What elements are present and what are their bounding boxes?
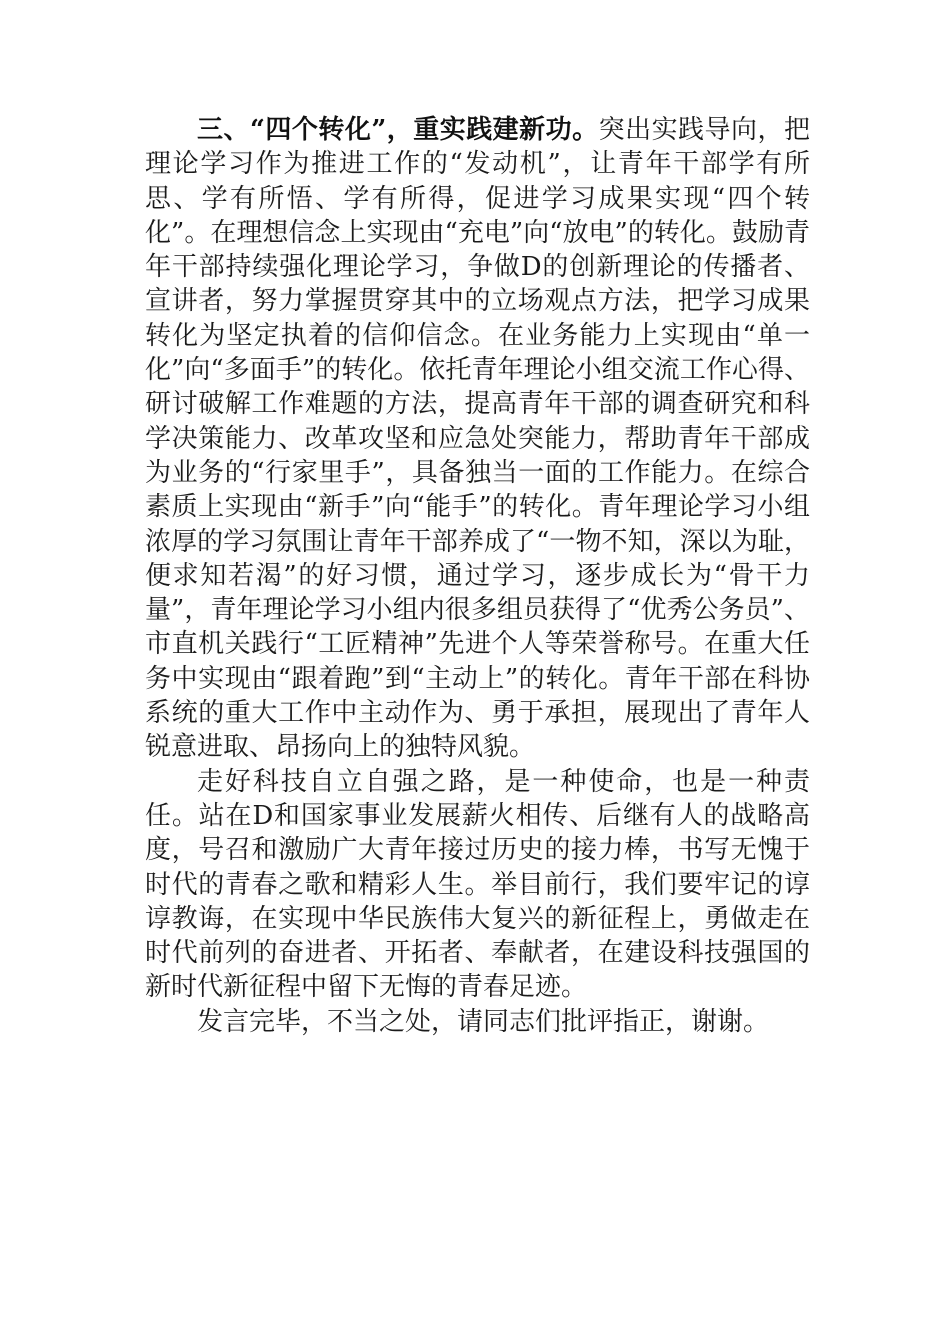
- document-body: [145, 113, 810, 1039]
- closing-paragraph: 走好科技自立自强之路，是一种使命，也是一种责任。站在D和国家事业发展薪火相传、后继有人的战略高度，号召和激励广大青年接过历史的接力棒，书写无愧于时代的青春之歌和精彩人生。举目前行，我们要牢记的谆谆教诲，在实现中华民族伟大复兴的新征程上，勇做走在时代前列的奋进者、开拓者、奉献者，在建设科技强国的新时代新征程中留下无悔的青春足迹。: [145, 766, 810, 1003]
- section-body-text: 突出实践导向，把理论学习作为推进工作的“发动机”，让青年干部学有所思、学有所悟、学有所得，促进学习成果实现“四个转化”。在理想信念上实现由“充电”向“放电”的转化。鼓励青年干部持续强化理论学习，争做D的创新理论的传播者、宣讲者，努力掌握贯穿其中的立场观点方法，把学习成果转化为坚定执着的信仰信念。在业务能力上实现由“单一化”向“多面手”的转化。依托青年理论小组交流工作心得、研讨破解工作难题的方法，提高青年干部的调查研究和科学决策能力、改革攻坚和应急处突能力，帮助青年干部成为业务的“行家里手”，具备独当一面的工作能力。在综合素质上实现由“新手”向“能手”的转化。青年理论学习小组浓厚的学习氛围让青年干部养成了“一物不知，深以为耻，便求知若渴”的好习惯，通过学习，逐步成长为“骨干力量”，青年理论学习小组内很多组员获得了“优秀公务员”、市直机关践行“工匠精神”先进个人等荣誉称号。在重大任务中实现由“跟着跑”到“主动上”的转化。青年干部在科协系统的重大工作中主动作为、勇于承担，展现出了青年人锐意进取、昂扬向上的独特风貌。: [145, 115, 810, 763]
- section-three-paragraph: [145, 113, 810, 765]
- final-remark-paragraph: 发言完毕，不当之处，请同志们批评指正，谢谢。: [197, 1006, 770, 1037]
- section-heading: 三、“四个转化”，重实践建新功。: [197, 115, 599, 145]
